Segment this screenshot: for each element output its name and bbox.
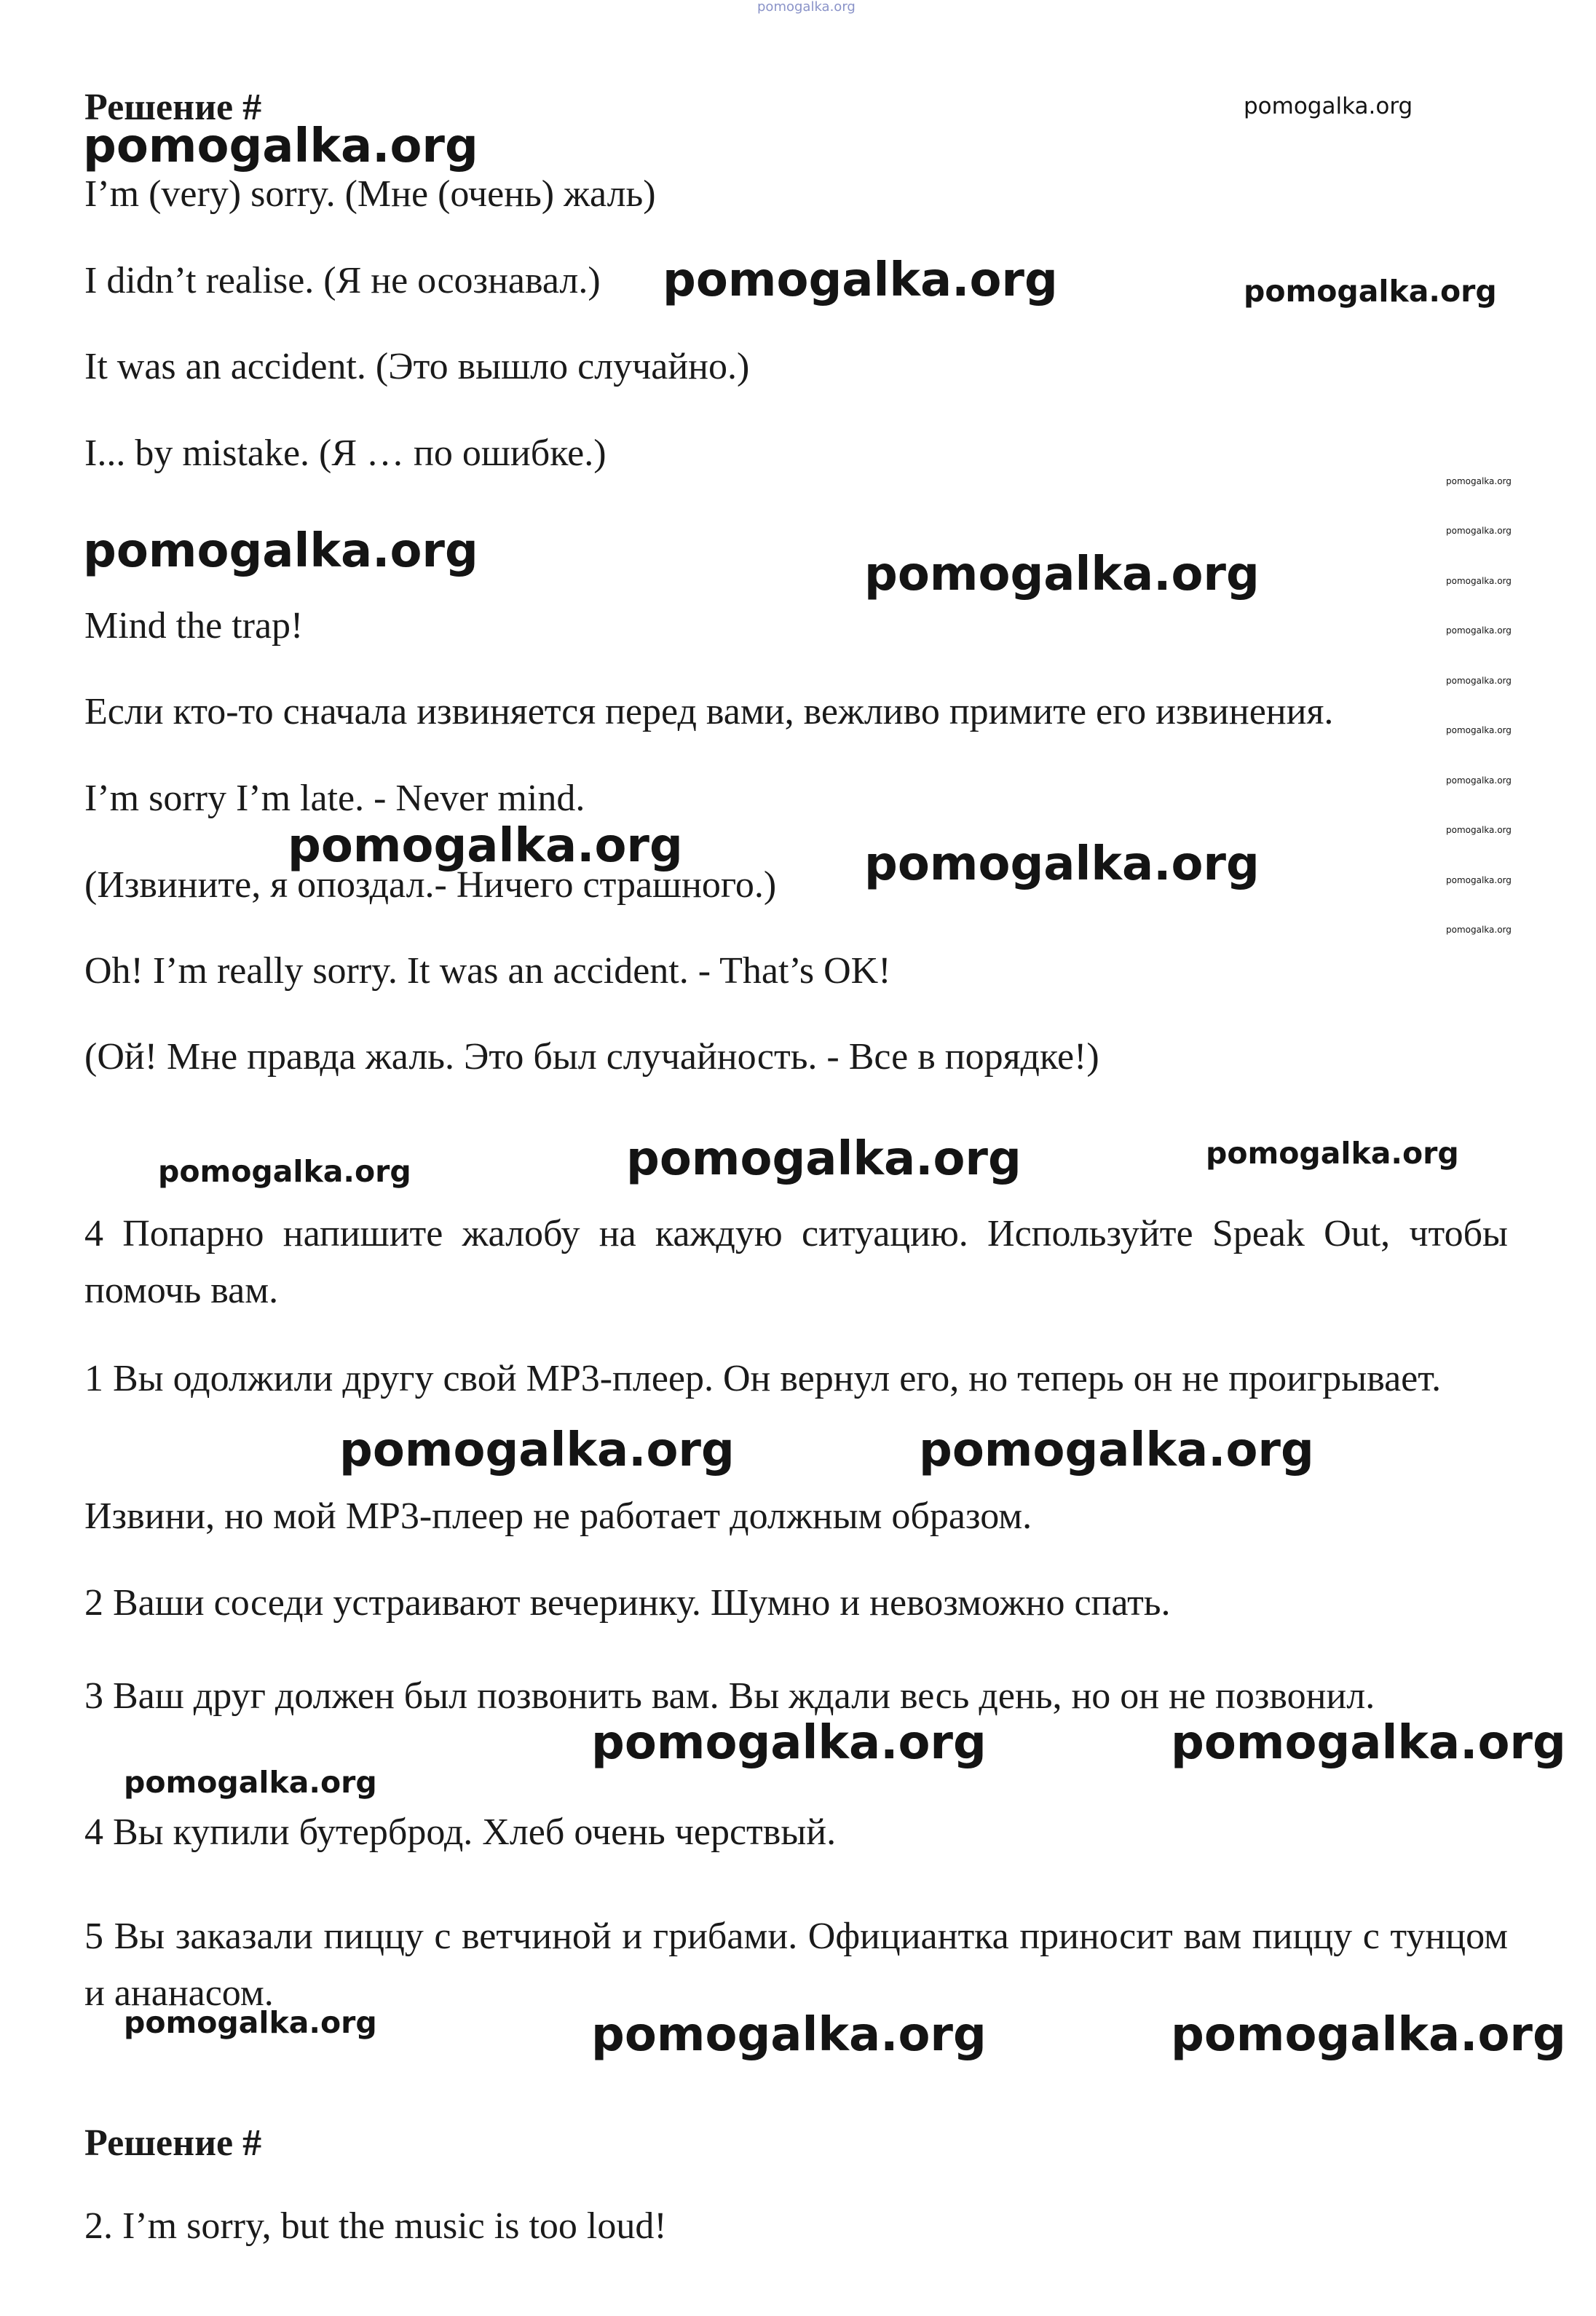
watermark: pomogalka.org	[1446, 825, 1512, 835]
watermark: pomogalka.org	[1446, 775, 1512, 786]
watermark: pomogalka.org	[1446, 875, 1512, 885]
watermark: pomogalka.org	[288, 819, 683, 873]
phrase-line: I... by mistake. (Я … по ошибке.)	[84, 432, 607, 474]
watermark: pomogalka.org	[591, 1716, 987, 1770]
example-en: I’m sorry I’m late. - Never mind.	[84, 778, 585, 819]
watermark: pomogalka.org	[663, 253, 1058, 307]
watermark: pomogalka.org	[339, 1423, 735, 1477]
solution-heading: Решение #	[84, 2122, 262, 2164]
watermark: pomogalka.org	[1446, 476, 1512, 486]
task-item: 1 Вы одолжили другу свой MP3-плеер. Он вернул его, но теперь он не проигрывает.	[84, 1358, 1442, 1399]
watermark: pomogalka.org	[158, 1154, 411, 1189]
watermark: pomogalka.org	[919, 1423, 1314, 1477]
task-item: 5 Вы заказали пиццу с ветчиной и грибами. Официантка приносит вам пиццу с тунцом и ананасом.	[84, 1916, 1508, 2014]
watermark: pomogalka.org	[83, 524, 478, 578]
task-item: 3 Ваш друг должен был позвонить вам. Вы ждали весь день, но он не позвонил.	[84, 1675, 1375, 1717]
watermark: pomogalka.org	[1206, 1136, 1459, 1171]
phrase-line: It was an accident. (Это вышло случайно.)	[84, 346, 750, 387]
solution-heading: Решение #	[84, 87, 262, 128]
answer-line: 2. I’m sorry, but the music is too loud!	[84, 2205, 667, 2247]
watermark: pomogalka.org	[1446, 925, 1512, 935]
watermark: pomogalka.org	[124, 2005, 377, 2040]
header-watermark: pomogalka.org	[757, 0, 856, 15]
example-ru: (Извините, я опоздал.- Ничего страшного.)	[84, 864, 777, 906]
watermark: pomogalka.org	[1244, 93, 1413, 119]
example-ru: (Ой! Мне правда жаль. Это был случайность. - Все в порядке!)	[84, 1036, 1099, 1078]
watermark: pomogalka.org	[591, 2008, 987, 2062]
watermark: pomogalka.org	[124, 1765, 377, 1800]
watermark: pomogalka.org	[626, 1132, 1022, 1186]
watermark: pomogalka.org	[83, 119, 478, 173]
watermark: pomogalka.org	[1171, 1716, 1566, 1770]
task-answer: Извини, но мой MP3-плеер не работает должным образом.	[84, 1495, 1032, 1537]
trap-note: Если кто-то сначала извиняется перед вами, вежливо примите его извинения.	[84, 691, 1334, 732]
watermark: pomogalka.org	[1446, 676, 1512, 686]
watermark: pomogalka.org	[864, 837, 1260, 891]
watermark: pomogalka.org	[1244, 274, 1497, 309]
phrase-line: I didn’t realise. (Я не осознавал.)	[84, 260, 601, 301]
watermark: pomogalka.org	[864, 548, 1260, 601]
task-instruction: 4 Попарно напишите жалобу на каждую ситуацию. Используйте Speak Out, чтобы помочь вам.	[84, 1213, 1508, 1311]
trap-title: Mind the trap!	[84, 605, 304, 647]
task-item: 2 Ваши соседи устраивают вечеринку. Шумно и невозможно спать.	[84, 1582, 1171, 1624]
example-en: Oh! I’m really sorry. It was an accident. - That’s OK!	[84, 950, 891, 992]
watermark: pomogalka.org	[1446, 526, 1512, 536]
task-item: 4 Вы купили бутерброд. Хлеб очень черствый.	[84, 1811, 837, 1853]
watermark: pomogalka.org	[1446, 725, 1512, 735]
phrase-line: I’m (very) sorry. (Мне (очень) жаль)	[84, 173, 656, 215]
watermark: pomogalka.org	[1446, 576, 1512, 586]
watermark: pomogalka.org	[1446, 625, 1512, 636]
watermark: pomogalka.org	[1171, 2008, 1566, 2062]
